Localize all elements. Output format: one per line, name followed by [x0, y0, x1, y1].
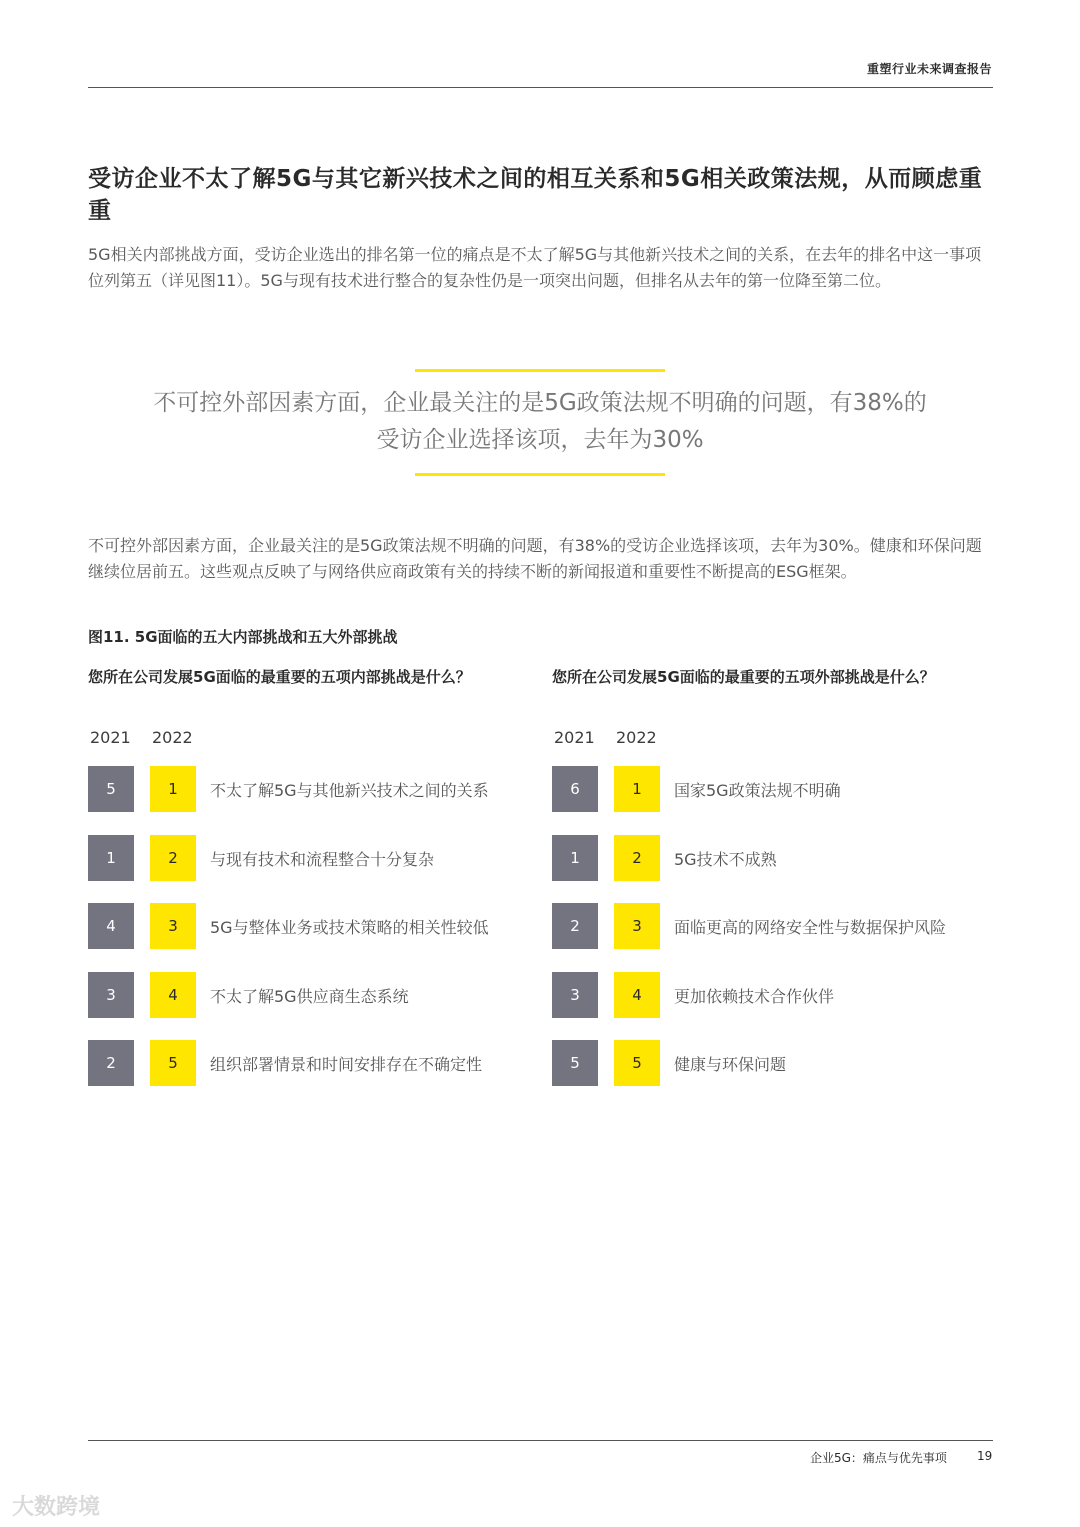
- challenge-label: 健康与环保问题: [674, 1055, 787, 1075]
- rank-2021-box: 2: [552, 903, 598, 949]
- quote-top-rule: [415, 369, 665, 372]
- rank-2022-box: 4: [614, 972, 660, 1018]
- quote-bottom-rule: [415, 473, 665, 476]
- rank-2022-box: 1: [150, 766, 196, 812]
- footer-divider: [88, 1440, 993, 1441]
- challenge-label: 国家5G政策法规不明确: [674, 781, 841, 800]
- challenge-label: 与现有技术和流程整合十分复杂: [210, 849, 435, 869]
- challenge-row: [88, 1040, 538, 1086]
- year-2021-label: 2021: [554, 728, 595, 747]
- challenge-label: 不太了解5G与其他新兴技术之间的关系: [210, 781, 489, 800]
- challenge-row: [552, 766, 1002, 812]
- rank-2021-box: 1: [552, 835, 598, 881]
- internal-question: 您所在公司发展5G面临的最重要的五项内部挑战是什么？: [88, 668, 471, 686]
- rank-2022-box: 4: [150, 972, 196, 1018]
- external-question: 您所在公司发展5G面临的最重要的五项外部挑战是什么？: [552, 668, 935, 686]
- challenge-row: [552, 835, 1002, 881]
- rank-2022-box: 3: [150, 903, 196, 949]
- year-header: [88, 728, 538, 752]
- external-challenges: [552, 728, 1002, 1075]
- challenge-row: [552, 972, 1002, 1018]
- rank-2022-box: 2: [150, 835, 196, 881]
- internal-challenges: [88, 728, 538, 1075]
- body-paragraph: 不可控外部因素方面，企业最关注的是5G政策法规不明确的问题，有38%的受访企业选择该项，去年为30%。健康和环保问题继续位居前五。这些观点反映了与网络供应商政策有关的持续不断的新闻报道和重要性不断提高的ESG框架。: [88, 536, 982, 581]
- header-divider: [88, 87, 993, 88]
- challenge-row: [88, 766, 538, 812]
- page-number: 19: [977, 1449, 993, 1463]
- rank-2022-box: 5: [614, 1040, 660, 1086]
- rank-2021-box: 5: [88, 766, 134, 812]
- challenge-row: [88, 903, 538, 949]
- challenge-label: 组织部署情景和时间安排存在不确定性: [210, 1055, 483, 1075]
- rank-2021-box: 4: [88, 903, 134, 949]
- challenge-label: 面临更高的网络安全性与数据保护风险: [674, 918, 947, 938]
- year-header: [552, 728, 1002, 752]
- rank-2022-box: 2: [614, 835, 660, 881]
- figure-title: 图11. 5G面临的五大内部挑战和五大外部挑战: [88, 628, 398, 646]
- watermark: 大数跨境: [12, 1495, 101, 1520]
- report-title: 重塑行业未来调查报告: [866, 62, 992, 76]
- rank-2021-box: 3: [88, 972, 134, 1018]
- footer-title: 企业5G：痛点与优先事项: [810, 1451, 947, 1465]
- challenge-label: 不太了解5G供应商生态系统: [210, 986, 409, 1006]
- rank-2021-box: 2: [88, 1040, 134, 1086]
- section-heading: 受访企业不太了解5G与其它新兴技术之间的相互关系和5G相关政策法规，从而顾虑重重: [88, 166, 983, 224]
- rank-2021-box: 3: [552, 972, 598, 1018]
- challenge-label: 5G与整体业务或技术策略的相关性较低: [210, 918, 489, 938]
- rank-2021-box: 6: [552, 766, 598, 812]
- rank-2021-box: 5: [552, 1040, 598, 1086]
- rank-2021-box: 1: [88, 835, 134, 881]
- rank-2022-box: 5: [150, 1040, 196, 1086]
- pull-quote: 不可控外部因素方面，企业最关注的是5G政策法规不明确的问题，有38%的受访企业选择该项，去年为30%: [153, 390, 927, 453]
- challenge-label: 5G技术不成熟: [674, 849, 777, 869]
- challenge-row: [552, 1040, 1002, 1086]
- rank-2022-box: 3: [614, 903, 660, 949]
- challenge-row: [88, 972, 538, 1018]
- year-2021-label: 2021: [90, 728, 131, 747]
- year-2022-label: 2022: [616, 728, 657, 747]
- challenge-row: [88, 835, 538, 881]
- year-2022-label: 2022: [152, 728, 193, 747]
- challenge-row: [552, 903, 1002, 949]
- intro-paragraph: 5G相关内部挑战方面，受访企业选出的排名第一位的痛点是不太了解5G与其他新兴技术之间的关系，在去年的排名中这一事项位列第五（详见图11）。5G与现有技术进行整合的复杂性仍是一项突出问题，但排名从去年的第一位降至第二位。: [88, 245, 982, 290]
- rank-2022-box: 1: [614, 766, 660, 812]
- challenge-label: 更加依赖技术合作伙伴: [674, 986, 835, 1006]
